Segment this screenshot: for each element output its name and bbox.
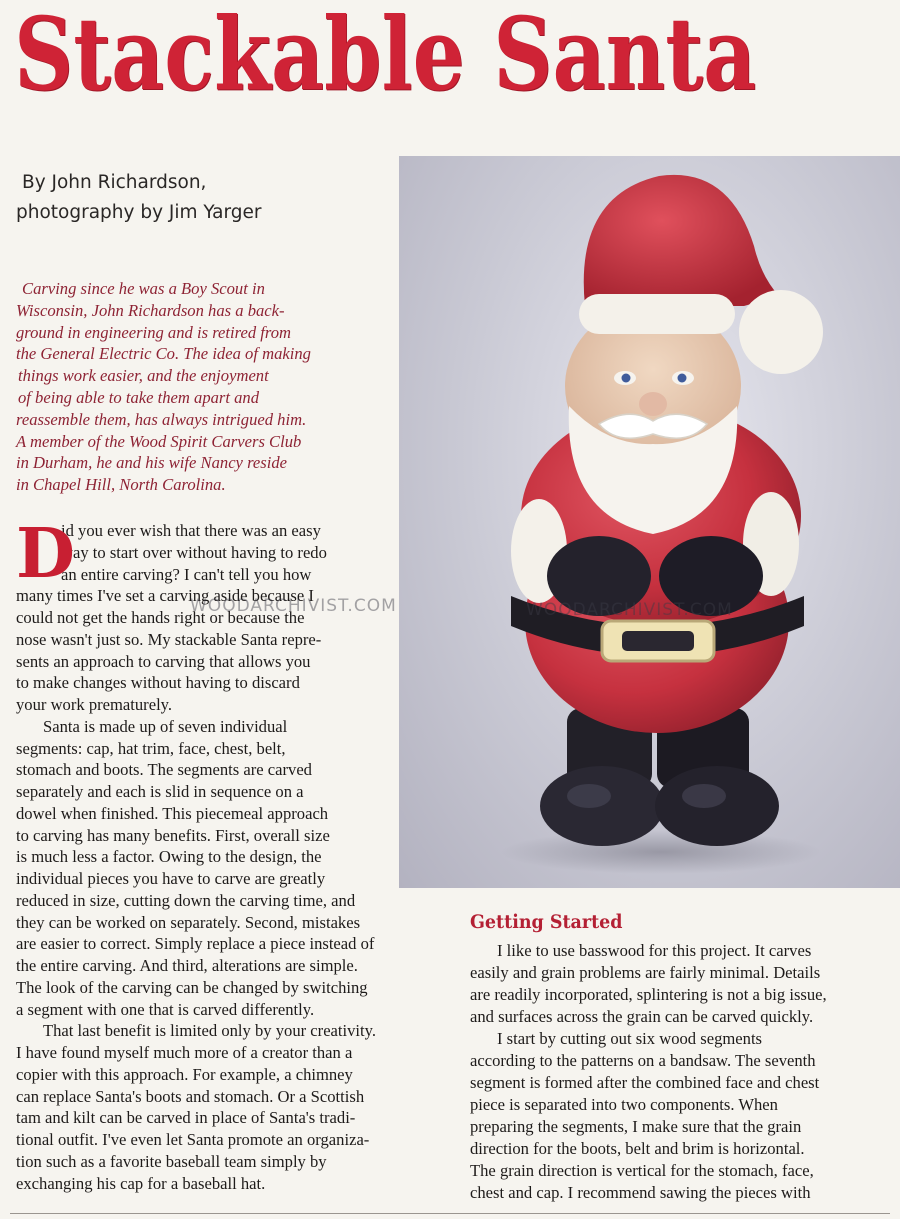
watermark-left: WOODARCHIVIST.COM — [190, 596, 397, 616]
body-line: direction for the boots, belt and brim is horizontal. — [470, 1139, 805, 1158]
body-line: a segment with one that is carved differently. — [16, 999, 315, 1019]
body-line: individual pieces you have to carve are greatly — [16, 869, 326, 888]
body-line: id you ever wish that there was an easy — [61, 521, 321, 540]
body-line: I start by cutting out six wood segments — [497, 1029, 763, 1048]
body-line: are easier to correct. Simply replace a piece instead of — [16, 934, 375, 954]
body-line: is much less a factor. Owing to the design, the — [16, 847, 322, 867]
body-line: I have found myself much more of a creator than a — [16, 1043, 353, 1062]
body-line: I like to use basswood for this project. It carves — [497, 941, 812, 960]
body-line: Santa is made up of seven individual — [43, 716, 288, 736]
bio-line: ground in engineering and is retired from — [16, 322, 292, 342]
author-bio — [16, 278, 386, 496]
bio-line: the General Electric Co. The idea of making — [16, 344, 311, 364]
bio-line: Wisconsin, John Richardson has a back- — [16, 300, 285, 320]
article-title: Stackable Santa — [14, 0, 757, 113]
body-line: nose wasn't just so. My stackable Santa repre- — [16, 629, 322, 649]
body-line: according to the patterns on a bandsaw. The seventh — [470, 1051, 816, 1070]
body-line: could not get the hands right or because the — [16, 608, 305, 627]
body-line: are readily incorporated, splintering is not a big issue, — [470, 985, 827, 1004]
watermark-right: WOODARCHIVIST.COM — [526, 600, 733, 620]
santa-carving-photo — [399, 156, 900, 888]
body-line: can replace Santa's boots and stomach. Or a Scottish — [16, 1086, 365, 1106]
section-heading: Getting Started — [470, 911, 623, 933]
body-line: chest and cap. I recommend sawing the pieces with — [470, 1183, 811, 1202]
body-line: The grain direction is vertical for the stomach, face, — [470, 1161, 814, 1180]
body-line: segment is formed after the combined face and chest — [470, 1073, 820, 1092]
hat-trim — [579, 294, 735, 334]
left-eye — [622, 374, 631, 383]
right-eye — [678, 374, 687, 383]
hat-pompom — [739, 290, 823, 374]
body-line: way to start over without having to redo — [61, 542, 327, 562]
body-line: to carving has many benefits. First, overall size — [16, 825, 330, 845]
drop-cap: D — [16, 514, 75, 594]
body-line: easily and grain problems are fairly minimal. Details — [470, 963, 821, 982]
bottom-rule — [10, 1213, 890, 1214]
byline — [16, 168, 376, 228]
body-line: tional outfit. I've even let Santa promote an organiza- — [16, 1130, 370, 1149]
santa-cap — [584, 175, 779, 306]
bio-line: Carving since he was a Boy Scout in — [22, 279, 265, 298]
body-line: an entire carving? I can't tell you how — [61, 564, 312, 584]
body-line: many times I've set a carving aside because I — [16, 586, 314, 606]
body-line: your work prematurely. — [16, 695, 173, 714]
body-line: separately and each is slid in sequence on a — [16, 782, 304, 801]
body-line: and surfaces across the grain can be carved quickly. — [470, 1007, 814, 1026]
santa-nose — [639, 392, 667, 416]
bio-line: in Durham, he and his wife Nancy reside — [16, 453, 288, 473]
body-line: reduced in size, cutting down the carving time, and — [16, 890, 356, 910]
body-line: piece is separated into two components. When — [470, 1095, 778, 1114]
body-line: segments: cap, hat trim, face, chest, belt, — [16, 738, 286, 758]
body-line: to make changes without having to discard — [16, 673, 300, 693]
bio-line: A member of the Wood Spirit Carvers Club — [16, 431, 302, 451]
body-line: The look of the carving can be changed by switching — [16, 977, 368, 997]
santa-figure-illustration — [399, 156, 900, 888]
bio-line: things work easier, and the enjoyment — [18, 366, 269, 386]
body-left-column — [16, 514, 446, 1194]
bio-line: reassemble them, has always intrigued him. — [16, 409, 307, 429]
body-line: tam and kilt can be carved in place of Santa's tradi- — [16, 1108, 356, 1128]
body-line: dowel when finished. This piecemeal approach — [16, 803, 329, 823]
body-line: stomach and boots. The segments are carved — [16, 760, 312, 780]
body-line: sents an approach to carving that allows you — [16, 651, 311, 671]
body-line: they can be worked on separately. Second, mistakes — [16, 912, 361, 932]
body-line: That last benefit is limited only by your creativity. — [43, 1021, 377, 1041]
byline-photographer: photography by Jim Yarger — [16, 202, 262, 223]
bio-line: in Chapel Hill, North Carolina. — [16, 475, 226, 495]
floor-shadow — [501, 830, 821, 874]
body-line: exchanging his cap for a baseball hat. — [16, 1173, 266, 1193]
body-line: the entire carving. And third, alterations are simple. — [16, 956, 358, 975]
body-line: preparing the segments, I make sure that the grain — [470, 1117, 802, 1136]
body-line: tion such as a favorite baseball team simply by — [16, 1151, 327, 1171]
body-right-column — [470, 940, 890, 1204]
body-line: copier with this approach. For example, a chimney — [16, 1064, 353, 1084]
bio-line: of being able to take them apart and — [18, 387, 260, 407]
byline-author: By John Richardson, — [22, 172, 207, 193]
